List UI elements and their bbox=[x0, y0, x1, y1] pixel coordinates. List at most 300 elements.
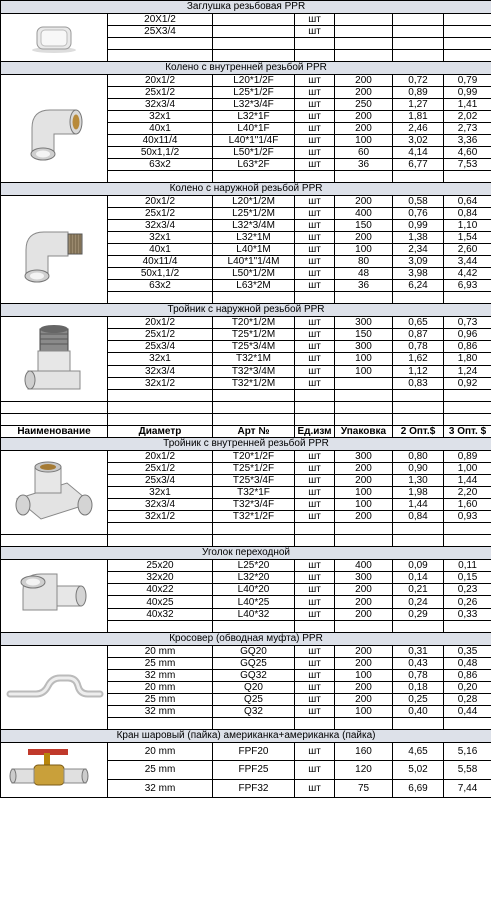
price2-cell: 1,12 bbox=[393, 365, 444, 377]
section-title: Тройник с наружной резьбой PPR bbox=[1, 304, 491, 317]
pack-cell: 100 bbox=[335, 706, 393, 718]
unit-cell: шт bbox=[295, 646, 335, 658]
unit-cell: шт bbox=[295, 463, 335, 475]
article-cell: L40*32 bbox=[213, 608, 295, 620]
price2-cell: 4,14 bbox=[393, 147, 444, 159]
article-cell: L40*1"1/4M bbox=[213, 256, 295, 268]
price2-cell: 0,31 bbox=[393, 646, 444, 658]
header-name: Наименование bbox=[1, 426, 108, 438]
article-cell: Q25 bbox=[213, 694, 295, 706]
price2-cell: 6,77 bbox=[393, 159, 444, 171]
diameter-cell: 20 mm bbox=[108, 646, 213, 658]
blank-cell bbox=[108, 50, 213, 62]
blank-cell bbox=[393, 171, 444, 183]
diameter-cell: 32x1/2 bbox=[108, 377, 213, 389]
price3-cell: 0,86 bbox=[444, 341, 491, 353]
blank-cell bbox=[335, 389, 393, 401]
article-cell: FPF20 bbox=[213, 743, 295, 761]
unit-cell: шт bbox=[295, 111, 335, 123]
pack-cell: 200 bbox=[335, 511, 393, 523]
unit-cell: шт bbox=[295, 280, 335, 292]
article-cell: L40*1F bbox=[213, 123, 295, 135]
pack-cell: 200 bbox=[335, 463, 393, 475]
price3-cell: 1,54 bbox=[444, 232, 491, 244]
crossover-pipe-icon bbox=[3, 668, 105, 708]
diameter-cell: 32x1 bbox=[108, 232, 213, 244]
price2-cell: 1,27 bbox=[393, 99, 444, 111]
pack-cell: 200 bbox=[335, 196, 393, 208]
article-cell: L25*1/2M bbox=[213, 208, 295, 220]
article-cell: L20*1/2M bbox=[213, 196, 295, 208]
blank-cell bbox=[393, 292, 444, 304]
price2-cell: 0,87 bbox=[393, 329, 444, 341]
diameter-cell: 50x1,1/2 bbox=[108, 147, 213, 159]
table-row bbox=[1, 75, 491, 87]
price2-cell: 0,58 bbox=[393, 196, 444, 208]
pack-cell: 200 bbox=[335, 596, 393, 608]
price2-cell: 0,14 bbox=[393, 572, 444, 584]
price2-cell: 0,18 bbox=[393, 682, 444, 694]
blank-row bbox=[1, 402, 491, 414]
elbow-female-thread-image-cell bbox=[1, 75, 108, 183]
blank-cell bbox=[444, 535, 491, 547]
diameter-cell: 32x1 bbox=[108, 111, 213, 123]
diameter-cell: 32x20 bbox=[108, 572, 213, 584]
pack-cell: 100 bbox=[335, 135, 393, 147]
price2-cell: 3,09 bbox=[393, 256, 444, 268]
diameter-cell: 32 mm bbox=[108, 706, 213, 718]
table-row bbox=[1, 743, 491, 761]
price3-cell: 0,86 bbox=[444, 670, 491, 682]
blank-cell bbox=[108, 718, 213, 730]
blank-cell bbox=[108, 414, 213, 426]
blank-cell bbox=[295, 523, 335, 535]
blank-cell bbox=[335, 50, 393, 62]
blank-cell bbox=[295, 718, 335, 730]
price3-cell: 0,48 bbox=[444, 658, 491, 670]
article-cell: FPF32 bbox=[213, 779, 295, 797]
unit-cell: шт bbox=[295, 365, 335, 377]
pack-cell: 400 bbox=[335, 560, 393, 572]
price2-cell: 0,78 bbox=[393, 670, 444, 682]
header-unit: Ед.изм bbox=[295, 426, 335, 438]
section-title-row bbox=[1, 183, 491, 196]
price3-cell: 0,11 bbox=[444, 560, 491, 572]
unit-cell: шт bbox=[295, 584, 335, 596]
diameter-cell: 32x3/4 bbox=[108, 220, 213, 232]
price3-cell: 0,35 bbox=[444, 646, 491, 658]
section-title-row bbox=[1, 633, 491, 646]
pack-cell: 200 bbox=[335, 584, 393, 596]
tee-female-thread-icon bbox=[3, 453, 105, 533]
unit-cell: шт bbox=[295, 596, 335, 608]
price3-cell: 0,15 bbox=[444, 572, 491, 584]
blank-cell bbox=[108, 389, 213, 401]
section-title: Заглушка резьбовая PPR bbox=[1, 1, 491, 14]
price2-cell: 1,81 bbox=[393, 111, 444, 123]
unit-cell: шт bbox=[295, 560, 335, 572]
price3-cell: 0,92 bbox=[444, 377, 491, 389]
section-title: Тройник с внутренней резьбой PPR bbox=[1, 438, 491, 451]
blank-cell bbox=[295, 414, 335, 426]
pack-cell: 200 bbox=[335, 232, 393, 244]
price3-cell: 0,99 bbox=[444, 87, 491, 99]
unit-cell: шт bbox=[295, 14, 335, 26]
diameter-cell: 25 mm bbox=[108, 658, 213, 670]
article-cell: L20*1/2F bbox=[213, 75, 295, 87]
diameter-cell: 32x3/4 bbox=[108, 365, 213, 377]
diameter-cell: 32x1 bbox=[108, 487, 213, 499]
unit-cell: шт bbox=[295, 123, 335, 135]
blank-cell bbox=[1, 414, 108, 426]
price3-cell: 2,20 bbox=[444, 487, 491, 499]
pack-cell: 100 bbox=[335, 244, 393, 256]
blank-cell bbox=[108, 402, 213, 414]
price3-cell: 2,02 bbox=[444, 111, 491, 123]
tee-female-thread-image-cell bbox=[1, 451, 108, 535]
diameter-cell: 63x2 bbox=[108, 280, 213, 292]
price3-cell: 3,44 bbox=[444, 256, 491, 268]
blank-cell bbox=[335, 292, 393, 304]
unit-cell: шт bbox=[295, 511, 335, 523]
price3-cell: 0,26 bbox=[444, 596, 491, 608]
pack-cell bbox=[335, 14, 393, 26]
article-cell: L50*1/2F bbox=[213, 147, 295, 159]
unit-cell: шт bbox=[295, 135, 335, 147]
blank-cell bbox=[108, 535, 213, 547]
section-title-row bbox=[1, 547, 491, 560]
blank-cell bbox=[444, 620, 491, 632]
diameter-cell: 40x11/4 bbox=[108, 135, 213, 147]
pack-cell: 60 bbox=[335, 147, 393, 159]
price3-cell: 0,93 bbox=[444, 511, 491, 523]
diameter-cell: 25x3/4 bbox=[108, 475, 213, 487]
header-price2: 2 Опт.$ bbox=[393, 426, 444, 438]
price3-cell: 5,16 bbox=[444, 743, 491, 761]
column-header-row bbox=[1, 426, 491, 438]
diameter-cell: 40x1 bbox=[108, 244, 213, 256]
section-title: Уголок переходной bbox=[1, 547, 491, 560]
blank-cell bbox=[213, 535, 295, 547]
blank-cell bbox=[213, 718, 295, 730]
blank-cell bbox=[108, 171, 213, 183]
price2-cell: 0,21 bbox=[393, 584, 444, 596]
diameter-cell: 25x1/2 bbox=[108, 87, 213, 99]
price2-cell: 0,25 bbox=[393, 694, 444, 706]
blank-cell bbox=[393, 718, 444, 730]
diameter-cell: 32x1 bbox=[108, 353, 213, 365]
pack-cell: 200 bbox=[335, 694, 393, 706]
section-title: Кросовер (обводная муфта) PPR bbox=[1, 633, 491, 646]
price3-cell: 0,44 bbox=[444, 706, 491, 718]
blank-cell bbox=[393, 620, 444, 632]
table-row bbox=[1, 560, 491, 572]
article-cell: L32*20 bbox=[213, 572, 295, 584]
blank-cell bbox=[335, 414, 393, 426]
price3-cell: 1,00 bbox=[444, 463, 491, 475]
article-cell: L40*1"1/4F bbox=[213, 135, 295, 147]
blank-cell bbox=[213, 402, 295, 414]
diameter-cell: 50x1,1/2 bbox=[108, 268, 213, 280]
blank-cell bbox=[1, 402, 108, 414]
blank-cell bbox=[444, 292, 491, 304]
price2-cell: 3,98 bbox=[393, 268, 444, 280]
reducing-elbow-icon bbox=[3, 560, 105, 632]
price2-cell bbox=[393, 26, 444, 38]
tee-male-thread-icon bbox=[3, 317, 105, 401]
blank-cell bbox=[213, 50, 295, 62]
pack-cell: 200 bbox=[335, 682, 393, 694]
header-diameter: Диаметр bbox=[108, 426, 213, 438]
article-cell: L32*1F bbox=[213, 111, 295, 123]
table-row bbox=[1, 14, 491, 26]
unit-cell: шт bbox=[295, 779, 335, 797]
section-title-row bbox=[1, 438, 491, 451]
blank-cell bbox=[295, 620, 335, 632]
pack-cell: 200 bbox=[335, 87, 393, 99]
price3-cell: 1,24 bbox=[444, 365, 491, 377]
article-cell: L40*1M bbox=[213, 244, 295, 256]
article-cell: L40*25 bbox=[213, 596, 295, 608]
pack-cell: 250 bbox=[335, 99, 393, 111]
article-cell: L63*2F bbox=[213, 159, 295, 171]
diameter-cell: 63x2 bbox=[108, 159, 213, 171]
blank-cell bbox=[444, 389, 491, 401]
pack-cell: 100 bbox=[335, 353, 393, 365]
price2-cell: 0,78 bbox=[393, 341, 444, 353]
blank-cell bbox=[444, 50, 491, 62]
diameter-cell: 20 mm bbox=[108, 682, 213, 694]
unit-cell: шт bbox=[295, 487, 335, 499]
elbow-male-thread-icon bbox=[3, 214, 105, 286]
pack-cell: 400 bbox=[335, 208, 393, 220]
price3-cell bbox=[444, 26, 491, 38]
unit-cell: шт bbox=[295, 147, 335, 159]
unit-cell: шт bbox=[295, 208, 335, 220]
price3-cell: 2,60 bbox=[444, 244, 491, 256]
diameter-cell: 25 mm bbox=[108, 694, 213, 706]
price2-cell: 0,29 bbox=[393, 608, 444, 620]
price2-cell: 0,40 bbox=[393, 706, 444, 718]
header-article: Арт № bbox=[213, 426, 295, 438]
price3-cell: 0,84 bbox=[444, 208, 491, 220]
pack-cell: 300 bbox=[335, 317, 393, 329]
section-title: Колено с внутренней резьбой PPR bbox=[1, 62, 491, 75]
article-cell: T20*1/2M bbox=[213, 317, 295, 329]
blank-cell bbox=[335, 38, 393, 50]
pack-cell: 200 bbox=[335, 608, 393, 620]
article-cell: L25*1/2F bbox=[213, 87, 295, 99]
article-cell: L50*1/2M bbox=[213, 268, 295, 280]
blank-cell bbox=[1, 535, 108, 547]
crossover-pipe-image-cell bbox=[1, 646, 108, 730]
blank-cell bbox=[213, 620, 295, 632]
table-row bbox=[1, 196, 491, 208]
article-cell: T32*1/2M bbox=[213, 377, 295, 389]
article-cell: T32*1F bbox=[213, 487, 295, 499]
unit-cell: шт bbox=[295, 572, 335, 584]
diameter-cell: 25x20 bbox=[108, 560, 213, 572]
price2-cell: 0,89 bbox=[393, 87, 444, 99]
price3-cell: 1,44 bbox=[444, 475, 491, 487]
article-cell: GQ25 bbox=[213, 658, 295, 670]
diameter-cell: 40x25 bbox=[108, 596, 213, 608]
diameter-cell: 25X3/4 bbox=[108, 26, 213, 38]
price2-cell: 1,44 bbox=[393, 499, 444, 511]
diameter-cell: 25x1/2 bbox=[108, 329, 213, 341]
price3-cell: 0,20 bbox=[444, 682, 491, 694]
diameter-cell: 40x11/4 bbox=[108, 256, 213, 268]
pack-cell: 100 bbox=[335, 499, 393, 511]
pack-cell: 75 bbox=[335, 779, 393, 797]
diameter-cell: 40x22 bbox=[108, 584, 213, 596]
diameter-cell: 32x3/4 bbox=[108, 99, 213, 111]
article-cell bbox=[213, 14, 295, 26]
unit-cell: шт bbox=[295, 377, 335, 389]
blank-cell bbox=[393, 414, 444, 426]
unit-cell: шт bbox=[295, 682, 335, 694]
unit-cell: шт bbox=[295, 451, 335, 463]
pack-cell: 100 bbox=[335, 670, 393, 682]
pack-cell: 150 bbox=[335, 220, 393, 232]
blank-cell bbox=[108, 620, 213, 632]
section-title-row bbox=[1, 1, 491, 14]
price2-cell: 2,34 bbox=[393, 244, 444, 256]
blank-cell bbox=[444, 523, 491, 535]
price2-cell: 0,76 bbox=[393, 208, 444, 220]
unit-cell: шт bbox=[295, 499, 335, 511]
header-pack: Упаковка bbox=[335, 426, 393, 438]
pack-cell: 120 bbox=[335, 761, 393, 779]
price3-cell: 0,79 bbox=[444, 75, 491, 87]
price2-cell bbox=[393, 14, 444, 26]
blank-cell bbox=[335, 535, 393, 547]
blank-cell bbox=[213, 292, 295, 304]
blank-cell bbox=[213, 389, 295, 401]
price2-cell: 3,02 bbox=[393, 135, 444, 147]
price3-cell: 0,89 bbox=[444, 451, 491, 463]
article-cell: Q32 bbox=[213, 706, 295, 718]
pack-cell: 200 bbox=[335, 111, 393, 123]
article-cell: GQ20 bbox=[213, 646, 295, 658]
pack-cell: 100 bbox=[335, 365, 393, 377]
blank-cell bbox=[444, 38, 491, 50]
article-cell: GQ32 bbox=[213, 670, 295, 682]
pack-cell: 36 bbox=[335, 280, 393, 292]
pack-cell: 36 bbox=[335, 159, 393, 171]
article-cell: T32*1M bbox=[213, 353, 295, 365]
price3-cell: 4,60 bbox=[444, 147, 491, 159]
price2-cell: 0,99 bbox=[393, 220, 444, 232]
unit-cell: шт bbox=[295, 658, 335, 670]
pack-cell: 200 bbox=[335, 646, 393, 658]
diameter-cell: 25 mm bbox=[108, 761, 213, 779]
unit-cell: шт bbox=[295, 87, 335, 99]
unit-cell: шт bbox=[295, 694, 335, 706]
unit-cell: шт bbox=[295, 196, 335, 208]
diameter-cell: 20x1/2 bbox=[108, 75, 213, 87]
article-cell bbox=[213, 26, 295, 38]
article-cell: T25*3/4F bbox=[213, 475, 295, 487]
pack-cell: 300 bbox=[335, 572, 393, 584]
table-row bbox=[1, 646, 491, 658]
article-cell: Q20 bbox=[213, 682, 295, 694]
blank-cell bbox=[335, 402, 393, 414]
diameter-cell: 32 mm bbox=[108, 670, 213, 682]
price3-cell: 7,44 bbox=[444, 779, 491, 797]
pack-cell: 300 bbox=[335, 451, 393, 463]
unit-cell: шт bbox=[295, 670, 335, 682]
unit-cell: шт bbox=[295, 329, 335, 341]
price2-cell: 0,09 bbox=[393, 560, 444, 572]
price3-cell: 1,41 bbox=[444, 99, 491, 111]
section-title-row bbox=[1, 730, 491, 743]
price2-cell: 2,46 bbox=[393, 123, 444, 135]
price2-cell: 0,65 bbox=[393, 317, 444, 329]
unit-cell: шт bbox=[295, 268, 335, 280]
blank-cell bbox=[335, 171, 393, 183]
table-row bbox=[1, 451, 491, 463]
blank-cell bbox=[295, 171, 335, 183]
diameter-cell: 40x1 bbox=[108, 123, 213, 135]
unit-cell: шт bbox=[295, 608, 335, 620]
elbow-male-thread-image-cell bbox=[1, 196, 108, 304]
price3-cell: 0,33 bbox=[444, 608, 491, 620]
price3-cell: 3,36 bbox=[444, 135, 491, 147]
unit-cell: шт bbox=[295, 743, 335, 761]
price3-cell: 1,80 bbox=[444, 353, 491, 365]
blank-cell bbox=[213, 171, 295, 183]
price3-cell: 0,64 bbox=[444, 196, 491, 208]
unit-cell: шт bbox=[295, 706, 335, 718]
blank-cell bbox=[213, 523, 295, 535]
article-cell: T25*1/2F bbox=[213, 463, 295, 475]
blank-cell bbox=[393, 50, 444, 62]
unit-cell: шт bbox=[295, 256, 335, 268]
pack-cell: 80 bbox=[335, 256, 393, 268]
pipe-cap-icon bbox=[3, 21, 105, 55]
price3-cell: 0,96 bbox=[444, 329, 491, 341]
blank-cell bbox=[213, 414, 295, 426]
price3-cell: 5,58 bbox=[444, 761, 491, 779]
elbow-female-thread-icon bbox=[3, 94, 105, 164]
blank-cell bbox=[335, 718, 393, 730]
article-cell: L25*20 bbox=[213, 560, 295, 572]
article-cell: FPF25 bbox=[213, 761, 295, 779]
diameter-cell: 25x1/2 bbox=[108, 208, 213, 220]
article-cell: L32*3/4M bbox=[213, 220, 295, 232]
price2-cell: 1,30 bbox=[393, 475, 444, 487]
unit-cell: шт bbox=[295, 244, 335, 256]
diameter-cell: 20x1/2 bbox=[108, 196, 213, 208]
diameter-cell: 20x1/2 bbox=[108, 451, 213, 463]
price2-cell: 6,24 bbox=[393, 280, 444, 292]
blank-cell bbox=[295, 535, 335, 547]
pack-cell: 200 bbox=[335, 75, 393, 87]
pack-cell: 200 bbox=[335, 123, 393, 135]
blank-cell bbox=[295, 38, 335, 50]
reducing-elbow-image-cell bbox=[1, 560, 108, 633]
pack-cell: 48 bbox=[335, 268, 393, 280]
article-cell: T25*3/4M bbox=[213, 341, 295, 353]
diameter-cell: 20X1/2 bbox=[108, 14, 213, 26]
unit-cell: шт bbox=[295, 99, 335, 111]
blank-cell bbox=[295, 402, 335, 414]
price2-cell: 6,69 bbox=[393, 779, 444, 797]
ball-valve-icon bbox=[3, 743, 105, 797]
blank-cell bbox=[393, 389, 444, 401]
price3-cell: 1,10 bbox=[444, 220, 491, 232]
